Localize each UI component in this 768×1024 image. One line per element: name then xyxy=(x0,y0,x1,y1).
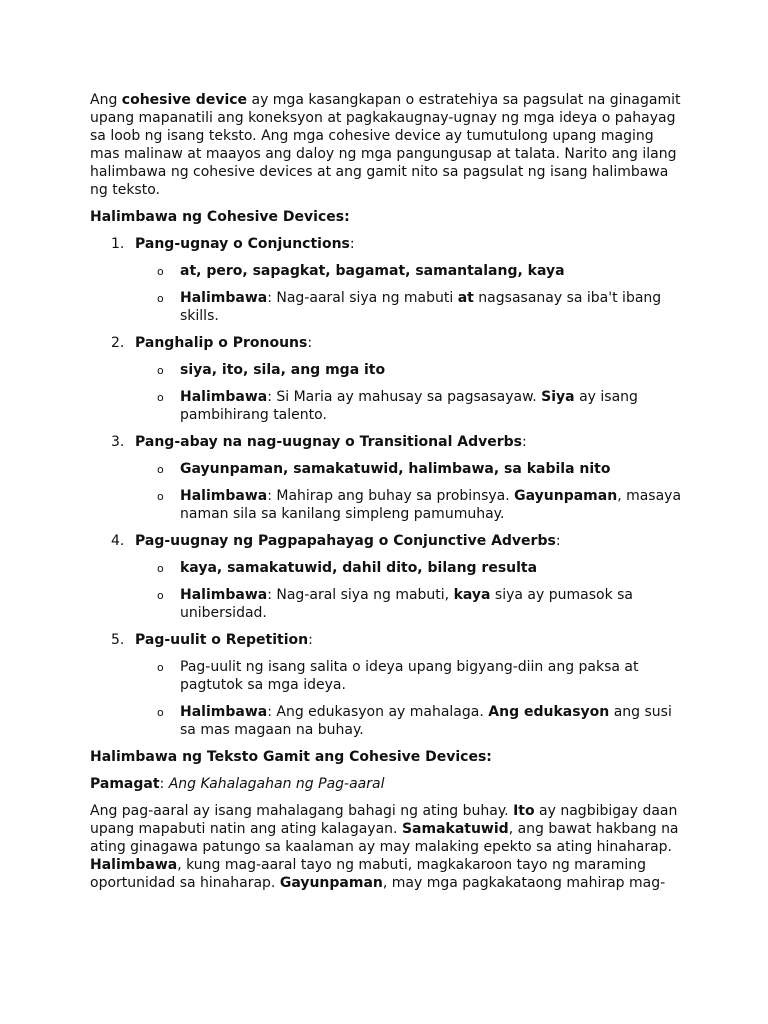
sub-item-words xyxy=(135,262,685,280)
sub-item-description xyxy=(135,658,685,694)
sub-item-example xyxy=(135,487,685,523)
colon: : xyxy=(159,776,169,792)
bullet-icon: o xyxy=(157,589,164,602)
intro-paragraph xyxy=(90,91,685,199)
example-text: ang susi sa mas magaan na buhay. xyxy=(180,704,672,738)
sub-item-example xyxy=(135,586,685,622)
device-item xyxy=(90,631,685,739)
item-number: 5. xyxy=(111,632,125,648)
item-number: 2. xyxy=(111,335,125,351)
example-text: nagsasanay sa iba't ibang skills. xyxy=(180,290,662,324)
bullet-icon: o xyxy=(157,490,164,503)
example-text: ay isang pambihirang talento. xyxy=(180,389,638,423)
bullet-icon: o xyxy=(157,661,164,674)
bullet-icon: o xyxy=(157,265,164,278)
sub-item-example xyxy=(135,289,685,325)
sub-item-words xyxy=(135,460,685,478)
device-item xyxy=(90,334,685,424)
document-page xyxy=(90,91,685,901)
intro-text: Ang xyxy=(90,92,122,108)
device-item xyxy=(90,433,685,523)
sub-item-words xyxy=(135,361,685,379)
section-heading-text: Halimbawa ng Teksto Gamit ang Cohesive Devices: xyxy=(90,749,492,765)
body-text: , kung mag-aaral tayo ng mabuti, magkakaroon tayo ng maraming oportunidad sa hinaharap. xyxy=(90,857,646,891)
bullet-icon: o xyxy=(157,292,164,305)
pamagat-label: Pamagat xyxy=(90,776,160,792)
device-title xyxy=(135,532,685,550)
sub-list xyxy=(135,460,685,523)
device-title-text: Pag-uulit o Repetition xyxy=(135,632,309,648)
body-bold: Samakatuwid xyxy=(401,821,509,837)
example-label: Halimbawa xyxy=(180,587,268,603)
item-number: 1. xyxy=(111,236,125,252)
item-number: 4. xyxy=(111,533,125,549)
device-title xyxy=(135,334,685,352)
body-text: , ang bawat hakbang na ating ginagawa patungo sa kaalaman ay may malaking epekto sa ating hinaharap. xyxy=(90,821,679,855)
intro-text: ay mga kasangkapan o estratehiya sa pagsulat na ginagamit upang mapanatili ang koneksyon at pagkakaugnay-ugnay ng mga ideya o pahayag sa loob ng isang teksto. Ang mga cohesive device ay tumutulong upang maging mas malinaw at maayos ang daloy ng mga pangungusap at talata. Narito ang ilang halimbawa ng cohesive devices at ang gamit nito sa pagsulat ng isang halimbawa ng teksto. xyxy=(90,92,681,198)
colon: : xyxy=(307,335,313,351)
colon: : xyxy=(555,533,561,549)
example-bold: at xyxy=(457,290,474,306)
sub-list xyxy=(135,262,685,325)
device-item xyxy=(90,235,685,325)
device-item xyxy=(90,532,685,622)
colon: : xyxy=(308,632,313,648)
intro-term: cohesive device xyxy=(121,92,248,108)
bullet-icon: o xyxy=(157,562,164,575)
device-title-text: Panghalip o Pronouns xyxy=(135,335,308,351)
device-title-text: Pang-abay na nag-uugnay o Transitional Adverbs xyxy=(135,434,522,450)
colon: : xyxy=(521,434,527,450)
body-text: Ang pag-aaral ay isang mahalagang bahagi ng ating buhay. xyxy=(90,803,514,819)
example-text: siya ay pumasok sa unibersidad. xyxy=(180,587,634,621)
example-label: Halimbawa xyxy=(180,290,268,306)
devices-list xyxy=(90,235,685,739)
device-title-text: Pag-uugnay ng Pagpapahayag o Conjunctive Adverbs xyxy=(135,533,556,549)
example-bold: Ang edukasyon xyxy=(488,704,610,720)
sub-item-example xyxy=(135,703,685,739)
example-label: Halimbawa xyxy=(180,704,268,720)
colon: : xyxy=(349,236,355,252)
device-words: siya, ito, sila, ang mga ito xyxy=(180,362,386,378)
sub-item-words xyxy=(135,559,685,577)
pamagat-title: Ang Kahalagahan ng Pag-aaral xyxy=(168,776,385,792)
device-words: kaya, samakatuwid, dahil dito, bilang resulta xyxy=(180,560,538,576)
device-title xyxy=(135,235,685,253)
body-bold: Ito xyxy=(513,803,535,819)
sub-list xyxy=(135,361,685,424)
example-label: Halimbawa xyxy=(180,488,268,504)
example-text: : Ang edukasyon ay mahalaga. xyxy=(267,704,489,720)
bullet-icon: o xyxy=(157,463,164,476)
sub-item-example xyxy=(135,388,685,424)
example-label: Halimbawa xyxy=(180,389,268,405)
bullet-icon: o xyxy=(157,706,164,719)
example-text: , masaya naman sila sa kanilang simpleng pamumuhay. xyxy=(180,488,682,522)
section-heading-devices: Halimbawa ng Cohesive Devices: xyxy=(90,209,350,225)
example-bold: Gayunpaman xyxy=(514,488,618,504)
item-number: 3. xyxy=(111,434,125,450)
example-bold: kaya xyxy=(453,587,491,603)
device-words: Gayunpaman, samakatuwid, halimbawa, sa kabila nito xyxy=(180,461,611,477)
example-bold: Siya xyxy=(541,389,575,405)
device-words: at, pero, sapagkat, bagamat, samantalang, kaya xyxy=(180,263,565,279)
sub-list xyxy=(135,559,685,622)
body-text: ay nagbibigay daan upang mapabuti natin ang ating kalagayan. xyxy=(90,803,678,837)
body-paragraph xyxy=(90,802,685,892)
device-title xyxy=(135,631,685,649)
body-bold: Gayunpaman xyxy=(279,875,383,891)
device-title xyxy=(135,433,685,451)
body-bold: Halimbawa xyxy=(90,857,178,873)
sub-list xyxy=(135,658,685,739)
bullet-icon: o xyxy=(157,391,164,404)
body-text: , may mga pagkakataong mahirap mag- xyxy=(382,875,666,891)
pamagat-line xyxy=(90,775,685,793)
device-title-text: Pang-ugnay o Conjunctions xyxy=(135,236,350,252)
device-description: Pag-uulit ng isang salita o ideya upang bigyang-diin ang paksa at pagtutok sa mga ideya. xyxy=(180,659,639,693)
example-text: : Si Maria ay mahusay sa pagsasayaw. xyxy=(267,389,542,405)
example-text: : Mahirap ang buhay sa probinsya. xyxy=(267,488,515,504)
example-text: : Nag-aral siya ng mabuti, xyxy=(267,587,454,603)
bullet-icon: o xyxy=(157,364,164,377)
example-text: : Nag-aaral siya ng mabuti xyxy=(267,290,458,306)
